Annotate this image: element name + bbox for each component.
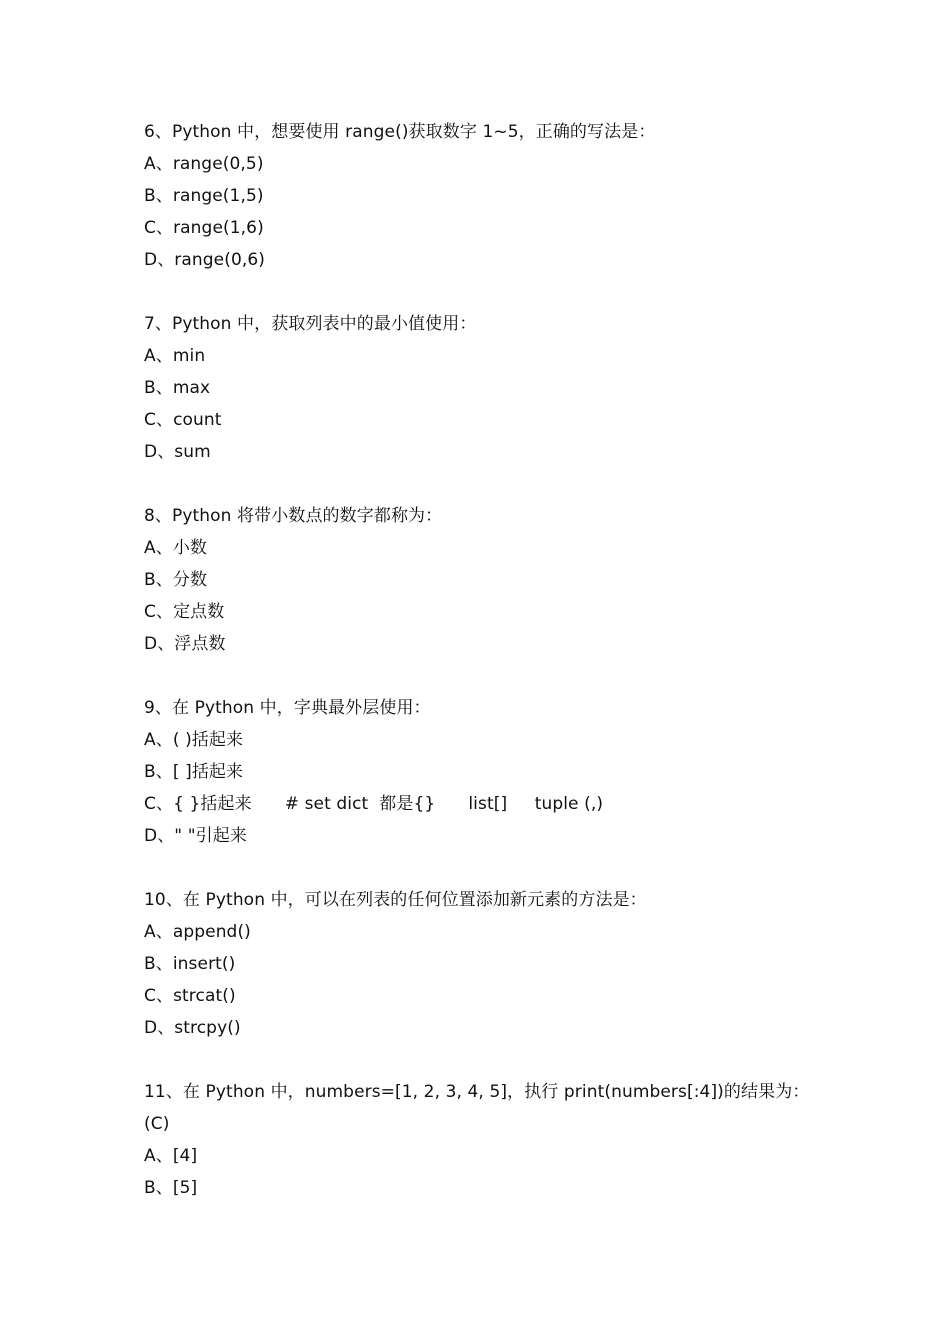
question-8 bbox=[144, 500, 824, 660]
question-stem-continuation: (C) bbox=[144, 1114, 170, 1134]
question-stem: 8、Python 将带小数点的数字都称为： bbox=[144, 506, 443, 526]
option-c: C、{ }括起来 # set dict 都是{} list[] tuple (,) bbox=[144, 794, 604, 814]
question-6 bbox=[144, 116, 824, 276]
question-stem: 10、在 Python 中，可以在列表的任何位置添加新元素的方法是： bbox=[144, 890, 647, 910]
question-7 bbox=[144, 308, 824, 468]
option-b: B、分数 bbox=[144, 570, 208, 590]
option-a: A、range(0,5) bbox=[144, 154, 264, 174]
option-c: C、count bbox=[144, 410, 222, 430]
question-stem: 6、Python 中，想要使用 range()获取数字 1~5，正确的写法是： bbox=[144, 122, 656, 142]
question-9 bbox=[144, 692, 824, 852]
question-stem: 9、在 Python 中，字典最外层使用： bbox=[144, 698, 431, 718]
option-b: B、max bbox=[144, 378, 211, 398]
question-10 bbox=[144, 884, 824, 1044]
option-a: A、min bbox=[144, 346, 206, 366]
option-a: A、小数 bbox=[144, 538, 208, 558]
option-c: C、range(1,6) bbox=[144, 218, 264, 238]
option-b: B、insert() bbox=[144, 954, 236, 974]
option-b: B、[5] bbox=[144, 1178, 198, 1198]
option-b: B、[ ]括起来 bbox=[144, 762, 244, 782]
option-a: A、( )括起来 bbox=[144, 730, 244, 750]
question-list bbox=[144, 116, 824, 1204]
option-a: A、[4] bbox=[144, 1146, 198, 1166]
option-d: D、" "引起来 bbox=[144, 826, 247, 846]
question-stem: 7、Python 中，获取列表中的最小值使用： bbox=[144, 314, 477, 334]
option-c: C、定点数 bbox=[144, 602, 225, 622]
option-d: D、strcpy() bbox=[144, 1018, 241, 1038]
option-d: D、sum bbox=[144, 442, 211, 462]
option-c: C、strcat() bbox=[144, 986, 236, 1006]
option-a: A、append() bbox=[144, 922, 251, 942]
option-b: B、range(1,5) bbox=[144, 186, 264, 206]
question-stem: 11、在 Python 中，numbers=[1, 2, 3, 4, 5]，执行 print(numbers[:4])的结果为： bbox=[144, 1082, 810, 1102]
option-d: D、range(0,6) bbox=[144, 250, 266, 270]
option-d: D、浮点数 bbox=[144, 634, 226, 654]
question-11 bbox=[144, 1076, 824, 1204]
